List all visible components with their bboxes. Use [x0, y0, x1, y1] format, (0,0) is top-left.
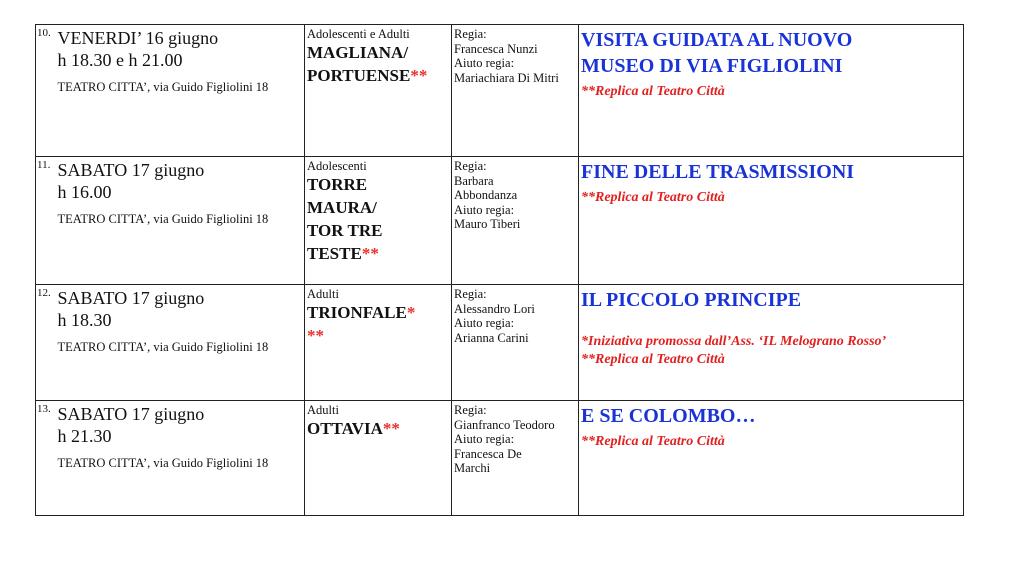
neighborhood: TRIONFALE* ** — [307, 303, 416, 345]
table-row — [36, 285, 964, 401]
row-number: 10. — [36, 25, 58, 157]
date-cell — [58, 25, 305, 157]
group-cell — [305, 157, 452, 285]
event-day: SABATO 17 giugno — [57, 404, 205, 424]
event-venue: TEATRO CITTA’, via Guido Figliolini 18 — [57, 212, 269, 226]
date-cell — [58, 285, 305, 401]
direction-credits: Regia: Gianfranco Teodoro Aiuto regia: Francesca De Marchi — [454, 403, 555, 475]
event-venue: TEATRO CITTA’, via Guido Figliolini 18 — [57, 80, 269, 94]
neighborhood: MAGLIANA/ PORTUENSE** — [307, 43, 428, 85]
show-title: VISITA GUIDATA AL NUOVO MUSEO DI VIA FIGLIOLINI — [581, 29, 853, 77]
group-cell — [305, 401, 452, 516]
initiative-note: *Iniziativa promossa dall’Ass. ‘IL Melograno Rosso’ — [581, 334, 887, 349]
title-cell — [579, 157, 964, 285]
show-title: IL PICCOLO PRINCIPE — [581, 289, 802, 311]
row-number: 12. — [36, 285, 58, 401]
show-title: E SE COLOMBO… — [581, 405, 756, 427]
table-row — [36, 157, 964, 285]
direction-credits: Regia: Barbara Abbondanza Aiuto regia: Mauro Tiberi — [454, 159, 521, 231]
asterisk-mark: ** — [382, 419, 400, 438]
replica-note: **Replica al Teatro Città — [581, 434, 725, 449]
row-number: 13. — [36, 401, 58, 516]
audience-group: Adolescenti e Adulti — [307, 27, 410, 41]
audience-group: Adolescenti — [307, 159, 367, 173]
schedule-table — [35, 24, 964, 516]
audience-group: Adulti — [307, 287, 339, 301]
audience-group: Adulti — [307, 403, 339, 417]
event-venue: TEATRO CITTA’, via Guido Figliolini 18 — [57, 456, 269, 470]
title-cell — [579, 25, 964, 157]
asterisk-mark: ** — [361, 244, 379, 263]
event-hour: h 18.30 e h 21.00 — [57, 50, 183, 70]
replica-note: **Replica al Teatro Città — [581, 352, 725, 367]
group-cell — [305, 25, 452, 157]
direction-cell — [452, 157, 579, 285]
date-cell — [58, 401, 305, 516]
row-number: 11. — [36, 157, 58, 285]
direction-credits: Regia: Alessandro Lori Aiuto regia: Arianna Carini — [454, 287, 535, 345]
event-venue: TEATRO CITTA’, via Guido Figliolini 18 — [57, 340, 269, 354]
event-hour: h 21.30 — [57, 426, 112, 446]
asterisk-mark: * — [406, 303, 416, 322]
event-day: SABATO 17 giugno — [57, 288, 205, 308]
direction-credits: Regia: Francesca Nunzi Aiuto regia: Mariachiara Di Mitri — [454, 27, 559, 85]
show-title: FINE DELLE TRASMISSIONI — [581, 161, 855, 183]
replica-note: **Replica al Teatro Città — [581, 84, 725, 99]
table-row — [36, 25, 964, 157]
event-day: VENERDI’ 16 giugno — [57, 28, 219, 48]
table-row — [36, 401, 964, 516]
direction-cell — [452, 25, 579, 157]
title-cell — [579, 401, 964, 516]
replica-note: **Replica al Teatro Città — [581, 190, 725, 205]
neighborhood: OTTAVIA** — [307, 419, 400, 438]
event-hour: h 16.00 — [57, 182, 112, 202]
asterisk-mark: ** — [410, 66, 428, 85]
group-cell — [305, 285, 452, 401]
neighborhood: TORRE MAURA/ TOR TRE TESTE** — [307, 175, 383, 263]
event-day: SABATO 17 giugno — [57, 160, 205, 180]
title-cell — [579, 285, 964, 401]
direction-cell — [452, 285, 579, 401]
asterisk-mark: ** — [307, 326, 324, 345]
direction-cell — [452, 401, 579, 516]
event-hour: h 18.30 — [57, 310, 112, 330]
date-cell — [58, 157, 305, 285]
